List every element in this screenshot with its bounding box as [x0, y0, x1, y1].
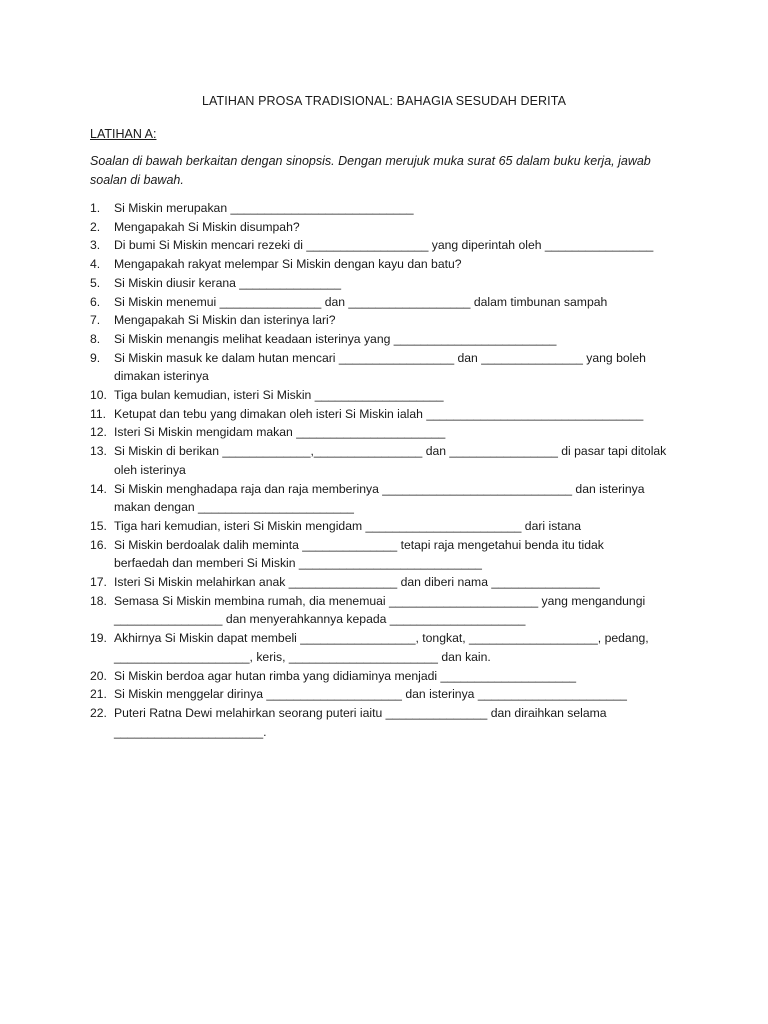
question-line-1: Mengapakah rakyat melempar Si Miskin dengan kayu dan batu?	[114, 257, 462, 272]
question-item	[90, 423, 680, 442]
section-heading: LATIHAN A:	[90, 127, 157, 141]
question-item	[90, 517, 680, 536]
question-line-1: Isteri Si Miskin melahirkan anak ________________ dan diberi nama ________________	[114, 575, 600, 590]
question-text	[114, 517, 680, 536]
question-item	[90, 236, 680, 255]
question-line-1: Tiga bulan kemudian, isteri Si Miskin ___________________	[114, 388, 444, 403]
question-line-1: Puteri Ratna Dewi melahirkan seorang puteri iaitu _______________ dan diraihkan selama	[114, 705, 607, 720]
question-line-1: Akhirnya Si Miskin dapat membeli _________________, tongkat, ___________________, pedang,	[114, 631, 649, 646]
question-text	[114, 293, 680, 312]
question-text	[114, 218, 680, 237]
question-text	[114, 423, 680, 442]
question-text	[114, 349, 680, 386]
question-text	[114, 592, 680, 629]
question-line-1: Si Miskin berdoalak dalih meminta ______________ tetapi raja mengetahui benda itu tidak	[114, 537, 604, 552]
question-item	[90, 330, 680, 349]
question-number: 8.	[90, 331, 101, 346]
question-line-2: dimakan isterinya	[114, 369, 209, 384]
instruction-text	[90, 152, 670, 190]
question-text	[114, 386, 680, 405]
question-line-1: Si Miskin menggelar dirinya ____________________ dan isterinya ______________________	[114, 687, 627, 702]
question-number: 20.	[90, 668, 107, 683]
question-text	[114, 704, 680, 741]
question-item	[90, 536, 680, 573]
question-number: 14.	[90, 481, 107, 496]
question-item	[90, 274, 680, 293]
question-item	[90, 685, 680, 704]
question-item	[90, 349, 680, 386]
question-line-1: Ketupat dan tebu yang dimakan oleh isteri Si Miskin ialah ________________________________	[114, 406, 644, 421]
question-number: 4.	[90, 257, 101, 272]
question-text	[114, 199, 680, 218]
question-item	[90, 573, 680, 592]
question-text	[114, 536, 680, 573]
question-item	[90, 386, 680, 405]
instruction-line-2: soalan di bawah.	[90, 173, 184, 187]
question-number: 12.	[90, 425, 107, 440]
question-text	[114, 330, 680, 349]
question-number: 11.	[90, 406, 107, 421]
question-number: 18.	[90, 593, 107, 608]
question-line-2: ________________ dan menyerahkannya kepada ____________________	[114, 612, 526, 627]
question-item	[90, 405, 680, 424]
question-line-2: makan dengan _______________________	[114, 500, 354, 515]
question-line-1: Si Miskin menemui _______________ dan __________________ dalam timbunan sampah	[114, 294, 608, 309]
question-number: 9.	[90, 350, 101, 365]
instruction-line-1: Soalan di bawah berkaitan dengan sinopsis. Dengan merujuk muka surat 65 dalam buku kerja, jawab	[90, 154, 651, 168]
question-line-1: Si Miskin merupakan ___________________________	[114, 201, 414, 215]
question-item	[90, 480, 680, 517]
question-number: 21.	[90, 687, 107, 702]
question-line-2: ______________________.	[114, 724, 267, 739]
question-text	[114, 480, 680, 517]
document-title: LATIHAN PROSA TRADISIONAL: BAHAGIA SESUDAH DERITA	[201, 94, 567, 108]
question-text	[114, 667, 680, 686]
question-text	[114, 274, 680, 293]
question-text	[114, 255, 680, 274]
question-line-1: Si Miskin di berikan _____________,________________ dan ________________ di pasar tapi ditolak	[114, 444, 667, 459]
question-item	[90, 311, 680, 330]
question-number: 16.	[90, 537, 107, 552]
question-number: 22.	[90, 705, 107, 720]
question-item	[90, 199, 680, 218]
question-item	[90, 704, 680, 741]
question-text	[114, 311, 680, 330]
question-number: 7.	[90, 313, 101, 328]
question-text	[114, 629, 680, 666]
question-line-1: Mengapakah Si Miskin disumpah?	[114, 219, 300, 234]
question-item	[90, 255, 680, 274]
question-text	[114, 442, 680, 479]
question-list	[90, 199, 680, 741]
question-number: 19.	[90, 631, 107, 646]
question-line-1: Si Miskin berdoa agar hutan rimba yang didiaminya menjadi ____________________	[114, 668, 577, 683]
question-line-1: Isteri Si Miskin mengidam makan ______________________	[114, 425, 446, 440]
question-item	[90, 667, 680, 686]
question-number: 15.	[90, 518, 107, 533]
question-number: 17.	[90, 575, 107, 590]
question-number: 13.	[90, 444, 107, 459]
question-line-1: Si Miskin menghadapa raja dan raja memberinya ____________________________ dan isterinya	[114, 481, 645, 496]
question-text	[114, 236, 680, 255]
question-line-1: Semasa Si Miskin membina rumah, dia menemuai ______________________ yang mengandungi	[114, 593, 646, 608]
question-item	[90, 442, 680, 479]
question-text	[114, 685, 680, 704]
question-line-1: Di bumi Si Miskin mencari rezeki di __________________ yang diperintah oleh ________________	[114, 238, 654, 253]
question-item	[90, 218, 680, 237]
question-line-1: Si Miskin diusir kerana _______________	[114, 275, 341, 290]
question-number: 5.	[90, 275, 101, 290]
question-text	[114, 573, 680, 592]
question-number: 2.	[90, 219, 101, 234]
question-number: 10.	[90, 388, 107, 403]
question-line-1: Si Miskin menangis melihat keadaan isterinya yang ________________________	[114, 331, 557, 346]
question-number: 1.	[90, 201, 101, 215]
question-line-1: Tiga hari kemudian, isteri Si Miskin mengidam _______________________ dari istana	[114, 518, 582, 533]
question-item	[90, 629, 680, 666]
question-item	[90, 293, 680, 312]
question-line-2: berfaedah dan memberi Si Miskin ___________________________	[114, 556, 482, 571]
question-line-1: Mengapakah Si Miskin dan isterinya lari?	[114, 313, 336, 328]
question-text	[114, 405, 680, 424]
question-number: 6.	[90, 294, 101, 309]
question-line-2: oleh isterinya	[114, 462, 186, 477]
question-number: 3.	[90, 238, 101, 253]
question-line-2: ____________________, keris, ______________________ dan kain.	[114, 649, 491, 664]
question-item	[90, 592, 680, 629]
question-line-1: Si Miskin masuk ke dalam hutan mencari _________________ dan _______________ yang boleh	[114, 350, 646, 365]
